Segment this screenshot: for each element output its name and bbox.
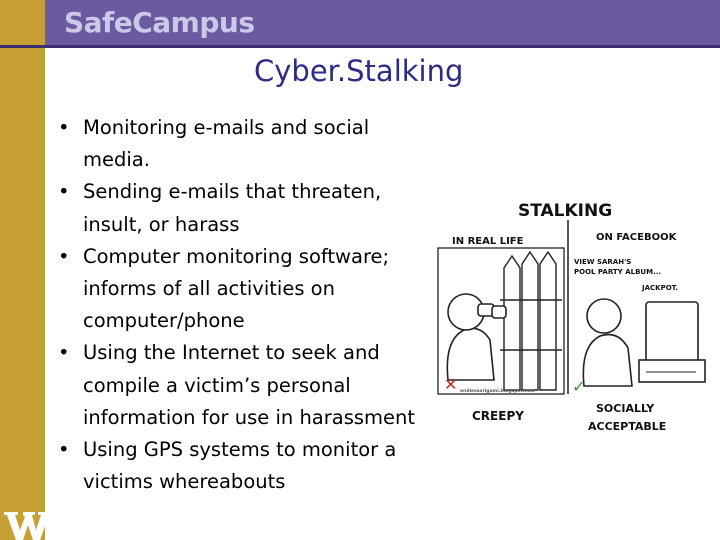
bullet-item xyxy=(58,176,433,240)
comic-right-label: ON FACEBOOK xyxy=(596,232,677,243)
comic-left-verdict: CREEPY xyxy=(472,409,524,423)
bullet-marker: • xyxy=(58,180,70,204)
bullet-marker: • xyxy=(58,244,70,268)
comic-exclaim: JACKPOT. xyxy=(642,284,679,292)
comic-right-verdict-line2: ACCEPTABLE xyxy=(588,420,667,433)
computer-person-figure xyxy=(583,299,705,386)
brand-wordmark: SafeCampus xyxy=(64,6,255,39)
bullet-list xyxy=(58,112,433,498)
bullet-item xyxy=(58,112,433,176)
bullet-text: Sending e-mails that threaten, insult, or harass xyxy=(83,180,382,236)
cross-icon: ✕ xyxy=(444,375,458,394)
bullet-text: Using the Internet to seek and compile a victim’s personal information for use in harassment xyxy=(83,341,416,429)
bullet-marker: • xyxy=(58,438,70,462)
check-icon: ✓ xyxy=(572,377,586,396)
bullet-item xyxy=(58,241,433,338)
binocular-person-figure xyxy=(447,294,506,380)
comic-credit: endlessorigami.blogspot.com xyxy=(460,389,535,394)
bullet-text: Monitoring e-mails and social media. xyxy=(83,116,370,172)
comic-caption-line1: VIEW SARAH'S xyxy=(574,258,632,266)
comic-left-label: IN REAL LIFE xyxy=(452,236,524,247)
bullet-marker: • xyxy=(58,116,70,139)
comic-title: STALKING xyxy=(518,201,613,221)
header-divider xyxy=(0,45,720,48)
comic-right-verdict-line1: SOCIALLY xyxy=(596,402,655,415)
bullet-marker: • xyxy=(58,341,70,365)
bullet-text: Computer monitoring software; informs of all activities on computer/phone xyxy=(83,244,390,333)
bullet-text: Using GPS systems to monitor a victims whereabouts xyxy=(83,438,397,494)
left-accent-bar xyxy=(0,0,45,540)
comic-caption-line2: POOL PARTY ALBUM... xyxy=(574,268,662,276)
bullet-item xyxy=(58,434,433,498)
bullet-item xyxy=(58,337,433,434)
stalking-comic xyxy=(434,190,712,440)
slide-title: Cyber.Stalking xyxy=(254,54,464,88)
uw-w-logo xyxy=(2,508,54,540)
fence-graphic xyxy=(500,252,562,390)
